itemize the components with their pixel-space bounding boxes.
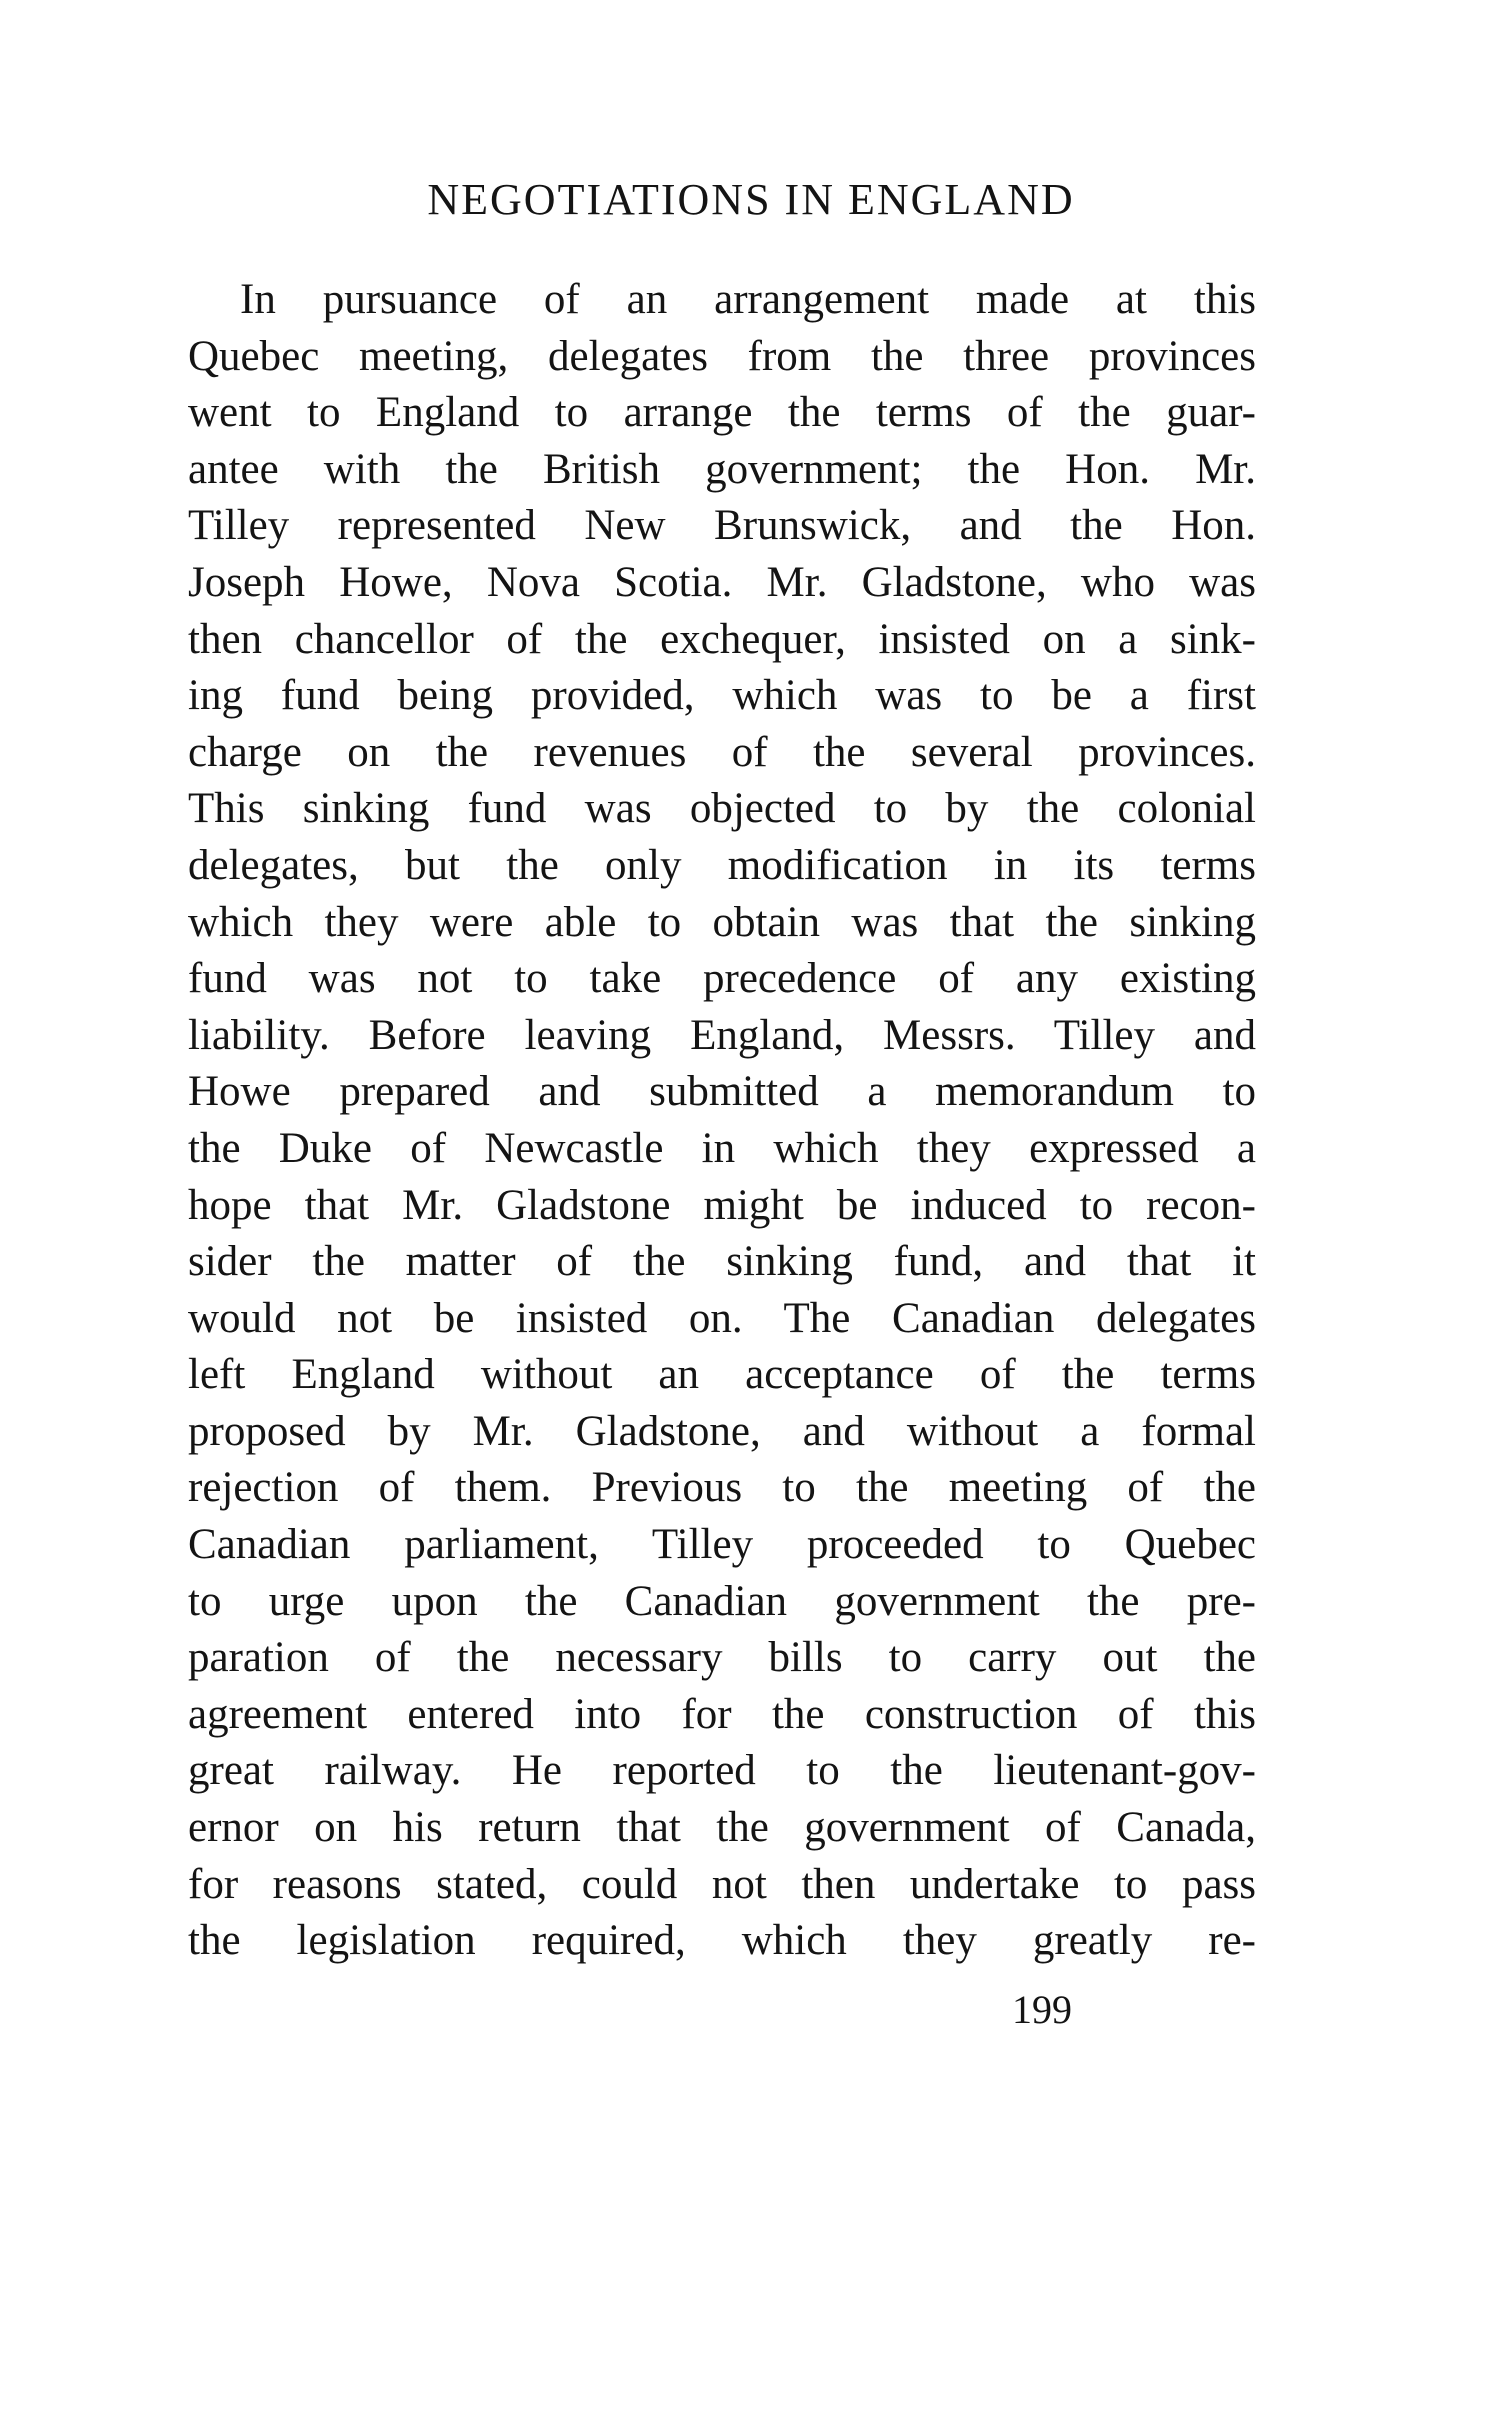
text-line: Canadian parliament, Tilley proceeded to Quebec [188,1521,1256,1569]
text-line: Quebec meeting, delegates from the three provinces [188,332,1256,380]
text-line: agreement entered into for the construction of this [188,1690,1256,1738]
text-line: charge on the revenues of the several provinces. [188,728,1256,776]
text-line: delegates, but the only modification in its terms [188,841,1256,889]
text-line: ing fund being provided, which was to be a first [188,672,1256,720]
text-line: Howe prepared and submitted a memorandum to [188,1068,1256,1116]
text-line: rejection of them. Previous to the meeting of the [188,1464,1256,1512]
body-text [188,272,1256,1970]
text-line: sider the matter of the sinking fund, and that it [188,1238,1256,1286]
text-line: Joseph Howe, Nova Scotia. Mr. Gladstone, who was [188,558,1256,606]
text-line: In pursuance of an arrangement made at this [240,276,1256,323]
text-line: paration of the necessary bills to carry out the [188,1634,1256,1682]
text-line: proposed by Mr. Gladstone, and without a formal [188,1407,1256,1455]
text-line: liability. Before leaving England, Messrs. Tilley and [188,1011,1256,1059]
text-line: This sinking fund was objected to by the colonial [188,785,1256,833]
text-line: the legislation required, which they greatly re- [188,1917,1256,1965]
text-line: hope that Mr. Gladstone might be induced to recon- [188,1181,1256,1229]
text-line: which they were able to obtain was that the sinking [188,898,1256,946]
page-number: 199 [1012,1987,1072,2032]
text-line: left England without an acceptance of the terms [188,1351,1256,1399]
text-line: to urge upon the Canadian government the pre- [188,1577,1256,1625]
text-line: went to England to arrange the terms of the guar- [188,389,1256,437]
text-line: Tilley represented New Brunswick, and the Hon. [188,502,1256,550]
text-line: fund was not to take precedence of any existing [188,955,1256,1003]
text-line: great railway. He reported to the lieutenant-gov- [188,1747,1256,1795]
text-line: ernor on his return that the government of Canada, [188,1804,1256,1852]
text-line: the Duke of Newcastle in which they expressed a [188,1124,1256,1172]
text-line: would not be insisted on. The Canadian delegates [188,1294,1256,1342]
text-line: for reasons stated, could not then undertake to pass [188,1860,1256,1908]
running-head: NEGOTIATIONS IN ENGLAND [427,175,1075,224]
text-line: antee with the British government; the Hon. Mr. [188,445,1256,493]
text-line: then chancellor of the exchequer, insisted on a sink- [188,615,1256,663]
